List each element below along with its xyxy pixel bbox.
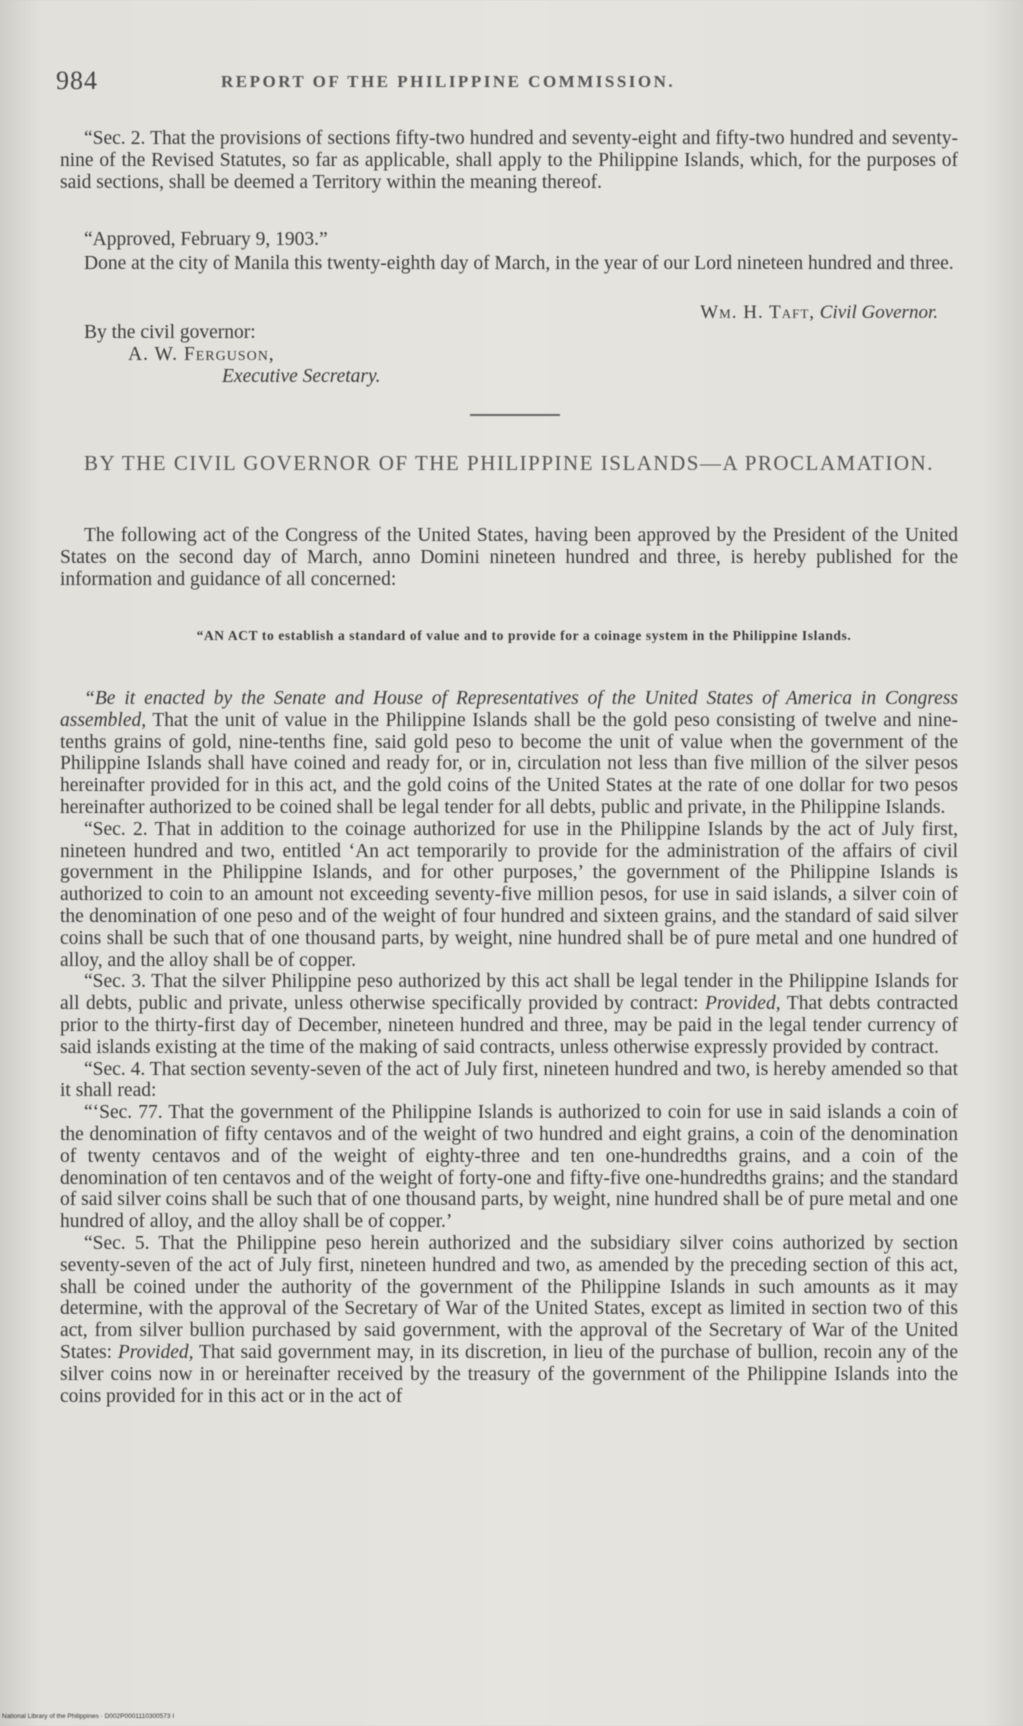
scan-footer: National Library of the Philippines · D002P0001110300573 I [2,1713,175,1720]
paragraph: “Sec. 2. That the provisions of sections fifty-two hundred and seventy-eight and fifty-two hundred and seventy-nine of the Revised Statutes, so far as applicable, shall apply to the Philippine Islands, which, for the purposes of said sections, shall be deemed a Territory within the meaning thereof. [60,128,958,193]
section-divider [470,414,560,416]
section-1-body: That the unit of value in the Philippine Islands shall be the gold peso consisting of twelve and nine-tenths grains of gold, nine-tenths fine, said gold peso to become the unit of value when the government of the Philippine Islands shall have coined and ready for, or in, circulation not less than five million of the silver pesos hereinafter provided for in this act, and the gold coins of the United States at the rate of one dollar for two pesos hereinafter authorized to be coined shall be legal tender for all debts, public and private, in the Philippine Islands. [60,709,958,818]
paragraph: “Approved, February 9, 1903.” [84,229,328,250]
section-5-text-a: “Sec. 5. That the Philippine peso herein authorized and the subsidiary silver coins authorized by section seventy-seven of the act of July first, nineteen hundred and two, as amended by the preceding section of this act, shall be coined under the authority of the government of the Philippine Islands in such amounts as it may determine, with the approval of the Secretary of War of the United States, except as limited in section two of this act, from silver bullion purchased by said government, with the approval of the Secretary of War of the United States: [60,1232,958,1363]
page-number: 984 [56,66,98,95]
provided-label: Provided, [704,993,781,1015]
secretary-title: Executive Secretary. [222,365,381,387]
governor-signature [620,302,938,324]
section-1 [60,688,958,819]
section-4: “Sec. 4. That section seventy-seven of the act of July first, nineteen hundred and two, is hereby amended so that it shall read: [60,1058,958,1102]
section-77-quoted: “‘Sec. 77. That the government of the Philippine Islands is authorized to coin for use in said islands a coin of the denomination of fifty centavos and of the weight of two hundred and eight grains, a coin of the denomination of twenty centavos and of the weight of eighty-three and ten one-hundredths grains, and a coin of the denomination of ten centavos and of the weight of forty-one and fifty-five one-hundredths grains; and the standard of said silver coins shall be such that of one thousand parts, by weight, nine hundred shall be of pure metal and one hundred of alloy, and the alloy shall be of copper.’ [60,1102,958,1233]
paragraph: Done at the city of Manila this twenty-eighth day of March, in the year of our Lord nineteen hundred and three. [84,253,954,274]
approval-line [60,229,958,251]
section-2-previous-act [60,128,958,193]
page-header [56,66,956,96]
section-2: “Sec. 2. That in addition to the coinage authorized for use in the Philippine Islands by the act of July first, nineteen hundred and two, entitled ‘An act temporarily to provide for the administration of the affairs of civil government in the Philippine Islands, and for other purposes,’ the government of the Philippine Islands is authorized to coin to an amount not exceeding seventy-five million pesos, for use in said islands, a silver coin of the denomination of one peso and of the weight of four hundred and sixteen grains, and the standard of said silver coins shall be such that of one thousand parts, by weight, nine hundred shall be of pure metal and one hundred of alloy, and the alloy shall be of copper. [60,818,958,971]
provided-label: Provided, [117,1341,194,1363]
proclamation-title: BY THE CIVIL GOVERNOR OF THE PHILIPPINE ISLANDS—A PROCLAMATION. [84,451,934,475]
section-3-text-a: “Sec. 3. That the silver Philippine peso authorized by this act shall be legal tender in the Philippine Islands for all debts, public and private, unless otherwise specifically provided by contract: [60,971,958,1015]
section-5-text-b: That said government may, in its discretion, in lieu of the purchase of bullion, recoin any of the silver coins now in or hereinafter received by the treasury of the government of the Philippine Islands into the coins provided for in this act or in the act of [60,1341,959,1407]
section-5 [60,1233,958,1407]
act-title: “AN ACT to establish a standard of value and to provide for a coinage system in the Philippine Islands. [196,628,852,643]
done-at-paragraph [60,253,958,275]
by-line: By the civil governor: [84,322,256,343]
secretary-name: A. W. Ferguson, [128,343,275,365]
proclamation-intro [60,525,958,590]
enacting-clause: “Be it enacted by the Senate and House of Representatives of the United States of America in Congress assembled, [60,688,958,731]
section-3 [60,971,958,1058]
signer-title: Civil Governor. [819,302,938,323]
attestation [60,322,958,387]
paragraph: The following act of the Congress of the United States, having been approved by the President of the United States on the second day of March, anno Domini nineteen hundred and three, is hereby published for the information and guidance of all concerned: [60,525,958,590]
act-body [60,688,958,1407]
section-3-text-b: That debts contracted prior to the thirty-first day of December, nineteen hundred and three, may be paid in the legal tender currency of said islands existing at the time of the making of said contracts, unless otherwise expressly provided by contract. [60,993,958,1058]
signer-name: Wm. H. Taft, [700,302,816,323]
running-head: REPORT OF THE PHILIPPINE COMMISSION. [221,72,676,91]
